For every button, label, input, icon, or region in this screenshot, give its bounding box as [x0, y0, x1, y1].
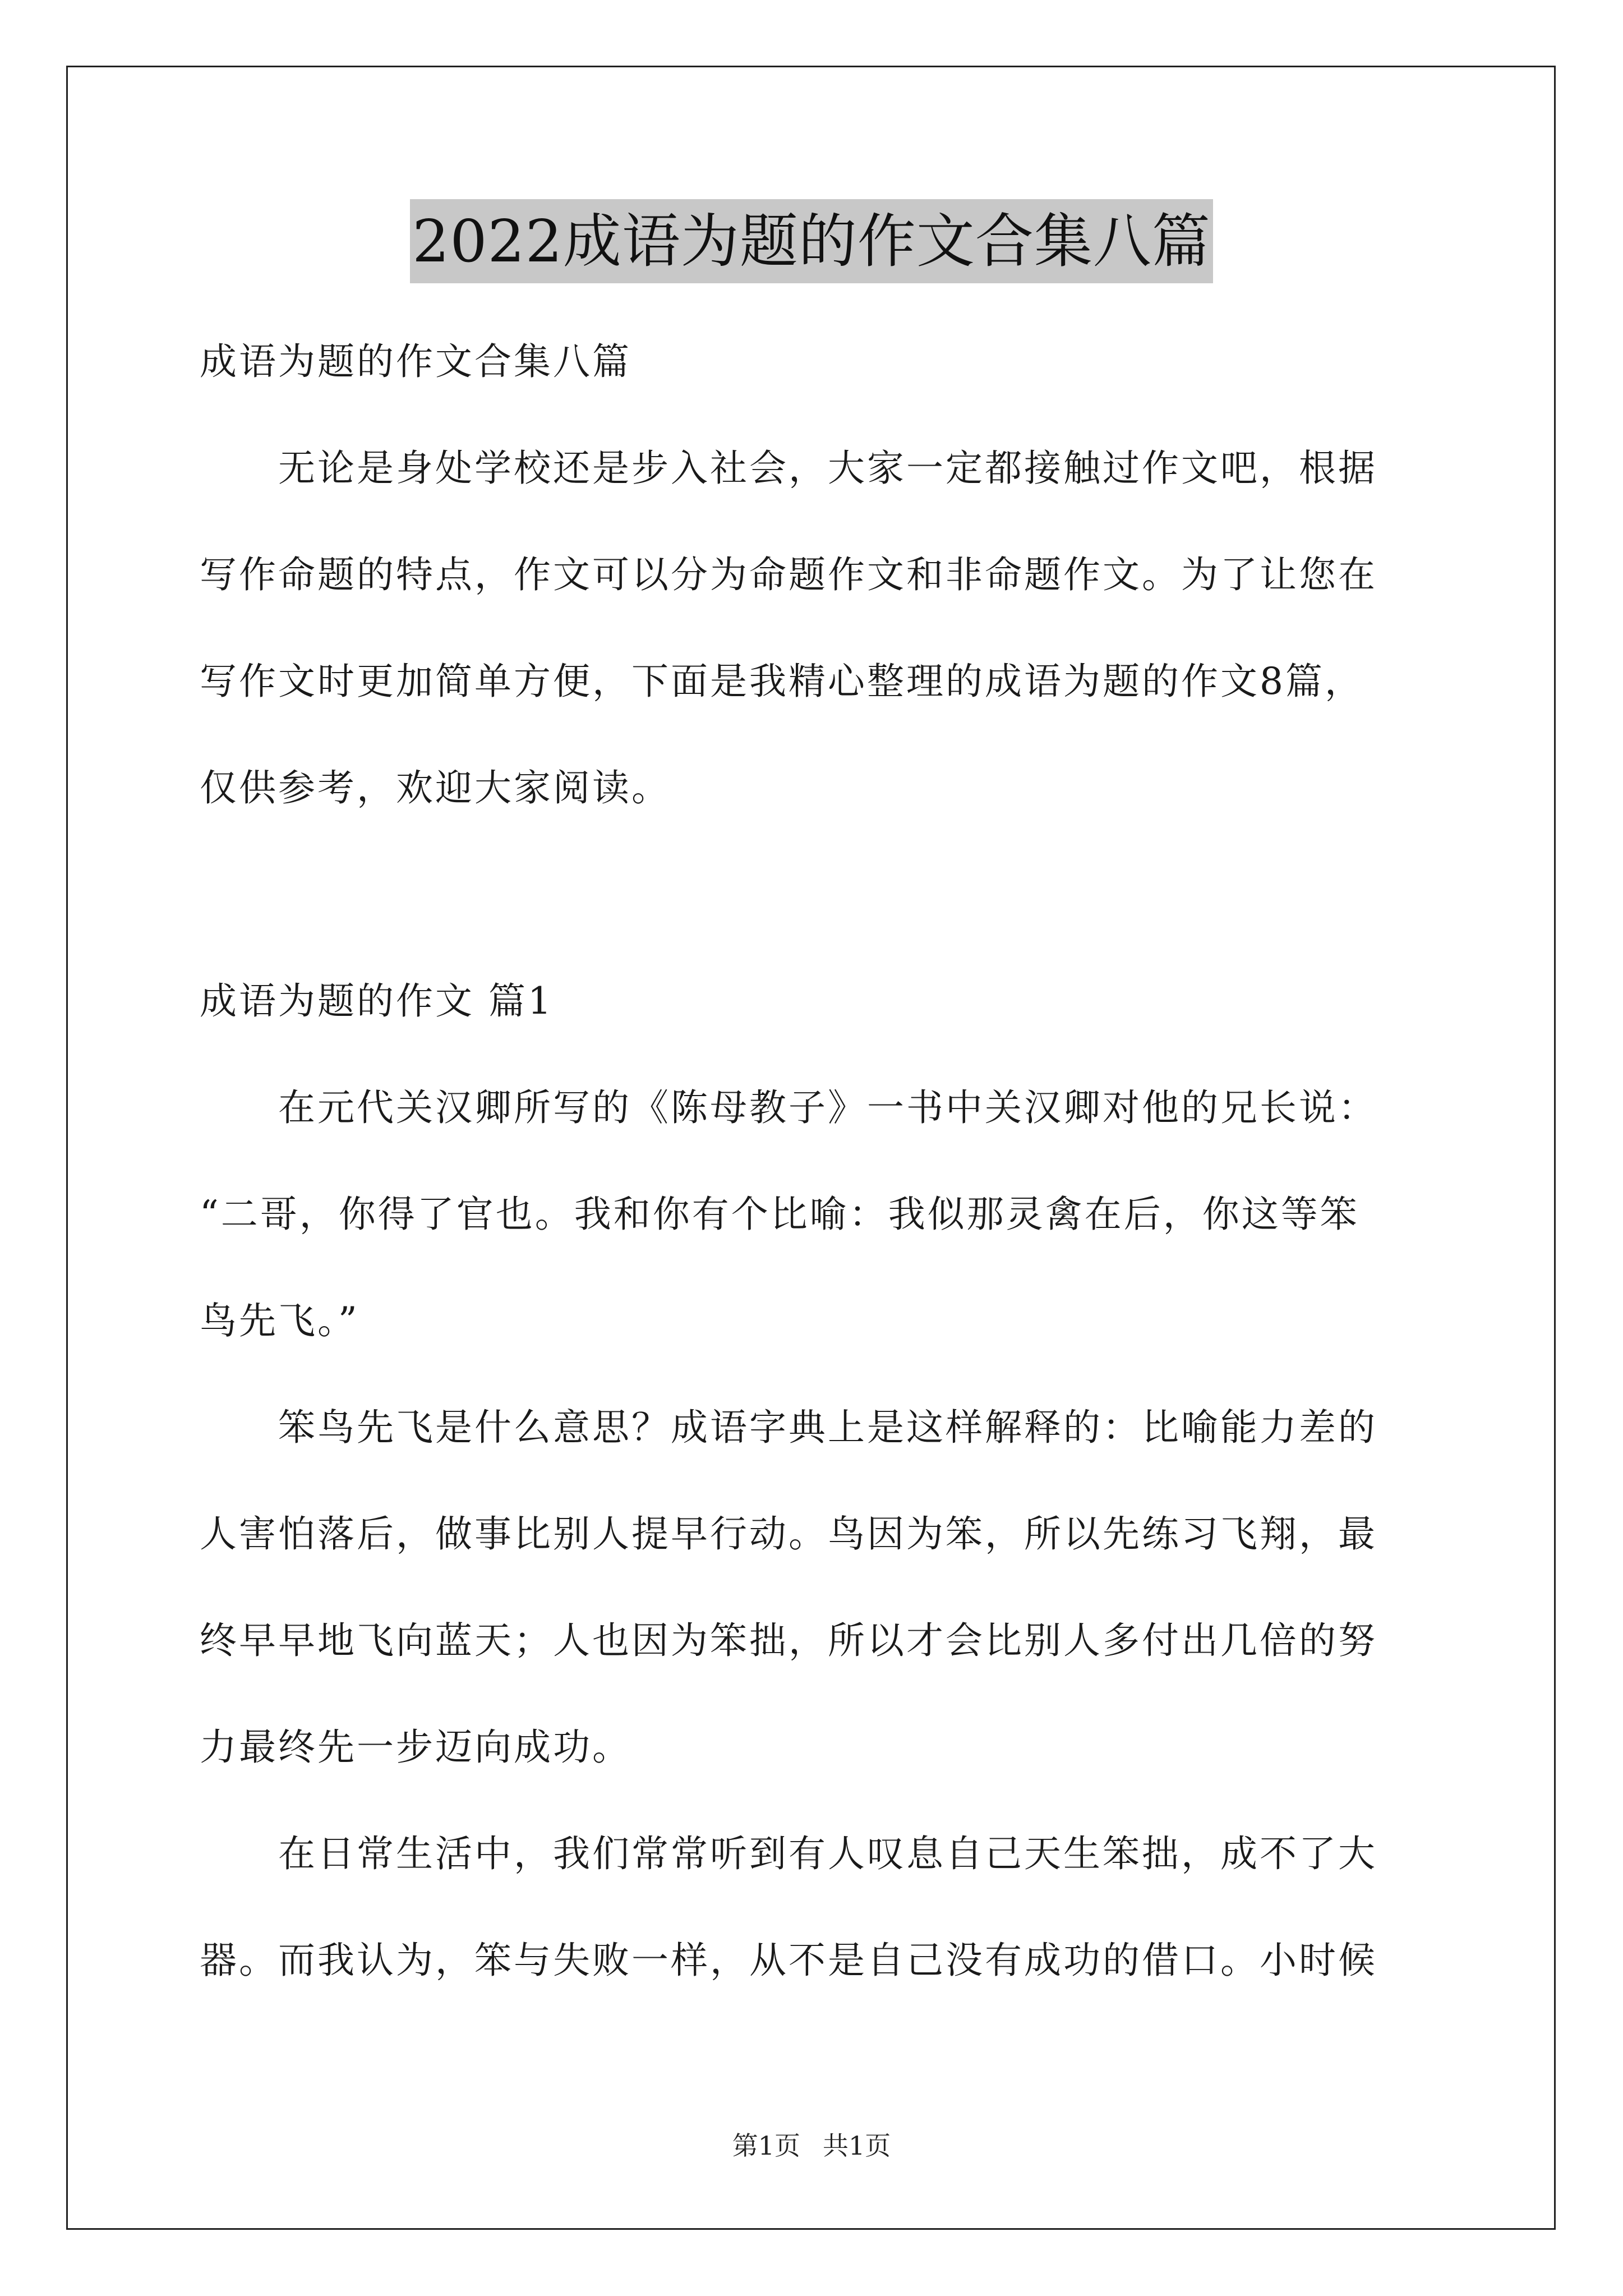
- page-footer: [0, 2129, 1623, 2162]
- text-line: 在日常生活中，我们常常听到有人叹息自己天生笨拙，成不了大: [278, 1832, 1377, 1875]
- text-line: “二哥，你得了官也。我和你有个比喻：我似那灵禽在后，你这等笨: [200, 1193, 1359, 1236]
- text-line: 笨鸟先飞是什么意思？成语字典上是这样解释的：比喻能力差的: [278, 1406, 1377, 1449]
- document-body: [200, 309, 1428, 2014]
- text-line: 力最终先一步迈向成功。: [200, 1726, 631, 1769]
- document-title: 2022成语为题的作文合集八篇: [410, 199, 1213, 283]
- text-line: 成语为题的作文合集八篇: [200, 340, 631, 383]
- text-line: 人害怕落后，做事比别人提早行动。鸟因为笨，所以先练习飞翔，最: [200, 1512, 1377, 1556]
- page-number-total: 共1页: [823, 2131, 891, 2161]
- text-line: 写作文时更加简单方便，下面是我精心整理的成语为题的作文8篇，: [200, 660, 1364, 703]
- page-number-current: 第1页: [732, 2131, 800, 2161]
- title-container: [0, 199, 1623, 283]
- text-line: 无论是身处学校还是步入社会，大家一定都接触过作文吧，根据: [278, 447, 1377, 490]
- paragraph-gap: [200, 841, 1428, 948]
- text-line: 写作命题的特点，作文可以分为命题作文和非命题作文。为了让您在: [200, 553, 1377, 596]
- text-line: 鸟先飞。”: [200, 1299, 359, 1342]
- text-line: 终早早地飞向蓝天；人也因为笨拙，所以才会比别人多付出几倍的努: [200, 1619, 1377, 1662]
- text-line: 器。而我认为，笨与失败一样，从不是自己没有成功的借口。小时候: [200, 1939, 1377, 1982]
- text-line: 仅供参考，欢迎大家阅读。: [200, 766, 671, 809]
- text-line: 成语为题的作文 篇1: [200, 979, 554, 1023]
- text-line: 在元代关汉卿所写的《陈母教子》一书中关汉卿对他的兄长说：: [278, 1086, 1377, 1129]
